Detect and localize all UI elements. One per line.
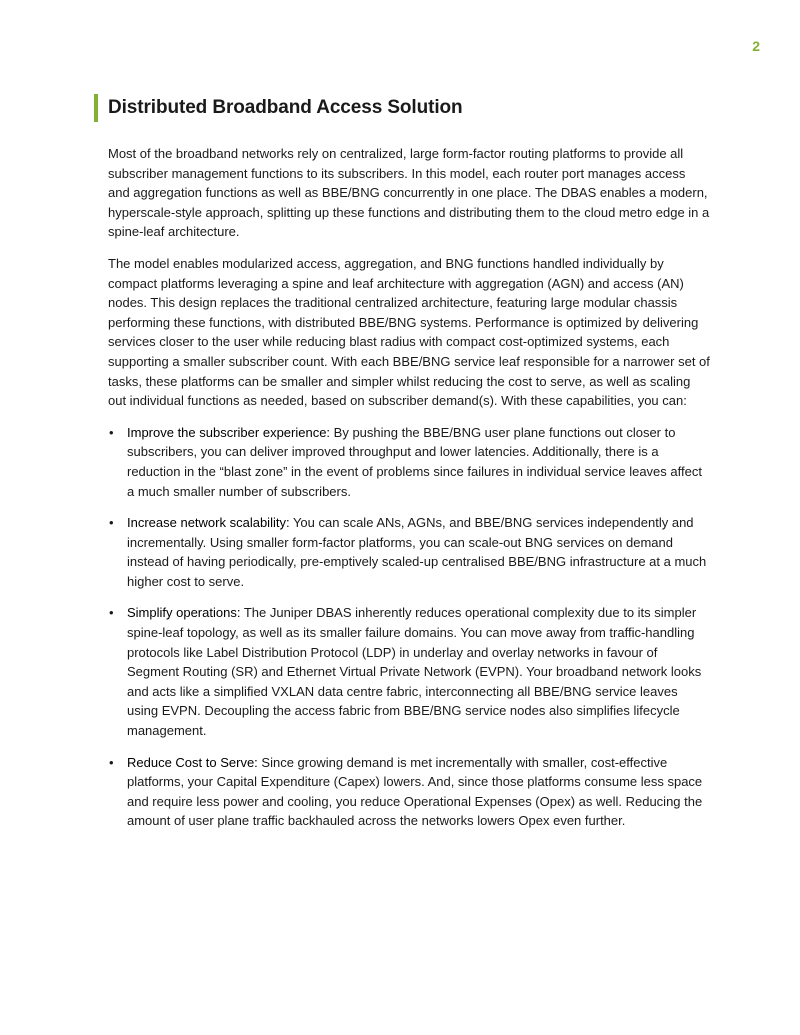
list-item xyxy=(108,513,710,591)
bullet-text: By pushing the BBE/BNG user plane functions out closer to subscribers, you can deliver improved throughput and lower latencies. Additionally, there is a reduction in the “blast zone” in the event of problems since failures in individual service leaves affect a much smaller number of subscribers. xyxy=(127,424,702,499)
list-item xyxy=(108,603,710,740)
section-heading: Distributed Broadband Access Solution xyxy=(108,97,463,118)
bullet-icon: • xyxy=(109,515,114,531)
list-item xyxy=(108,423,710,501)
bullet-title: Reduce Cost to Serve: xyxy=(127,754,258,770)
heading-accent-bar xyxy=(94,94,98,122)
body-content xyxy=(108,144,710,843)
section-header xyxy=(94,94,463,122)
bullet-text: Since growing demand is met incrementally with smaller, cost-effective platforms, your Capital Expenditure (Capex) lowers. And, since those platforms consume less space and require less power and cooling, you reduce Operational Expenses (Opex) as well. Reducing the amount of user plane traffic backhauled across the networks lowers Opex even further. xyxy=(127,754,703,829)
bullet-title: Increase network scalability: xyxy=(127,515,290,531)
paragraph-intro: Most of the broadband networks rely on centralized, large form-factor routing platforms to provide all subscriber management functions to its subscribers. In this model, each router port manages access and aggregation functions as well as BBE/BNG concurrently in one place. The DBAS enables a modern, hyperscale-style approach, splitting up these functions and distributing them to the cloud metro edge in a spine-leaf architecture. xyxy=(108,146,710,240)
bullet-icon: • xyxy=(109,754,114,770)
bullet-title: Simplify operations: xyxy=(127,605,241,621)
bullet-text: You can scale ANs, AGNs, and BBE/BNG services independently and incrementally. Using smaller form-factor platforms, you can scale-out BNG services on demand instead of having periodically, pre-emptively scaled-up centralised BBE/BNG infrastructure at a much higher cost to serve. xyxy=(127,515,707,589)
bullet-icon: • xyxy=(109,605,114,621)
capabilities-list xyxy=(108,423,710,831)
bullet-text: The Juniper DBAS inherently reduces operational complexity due to its simpler spine-leaf topology, as well as its smaller failure domains. You can move away from traffic-handling protocols like Label Distribution Protocol (LDP) in underlay and overlay networks in favour of Segment Routing (SR) and Ethernet Virtual Private Network (EVPN). Your broadband network looks and acts like a simplified VXLAN data centre fabric, interconnecting all BBE/BNG service leaves using EVPN. Decoupling the access fabric from BBE/BNG service nodes also simplifies lifecycle management. xyxy=(127,605,702,739)
bullet-icon: • xyxy=(109,424,114,440)
list-item xyxy=(108,753,710,831)
paragraph-model: The model enables modularized access, aggregation, and BNG functions handled individually by compact platforms leveraging a spine and leaf architecture with aggregation (AGN) and access (AN) nodes. This design replaces the traditional centralized architecture, featuring large modular chassis performing these functions, with distributed BBE/BNG systems. Performance is optimized by delivering services closer to the user while reducing blast radius with compact cost-optimized systems, each supporting a smaller subscriber count. With each BBE/BNG service leaf responsible for a narrower set of tasks, these platforms can be smaller and simpler whilst reducing the cost to serve, as well as scaling out individual functions as needed, based on subscriber demand(s). With these capabilities, you can: xyxy=(108,255,710,409)
bullet-title: Improve the subscriber experience: xyxy=(127,424,331,440)
page-number: 2 xyxy=(752,38,760,54)
